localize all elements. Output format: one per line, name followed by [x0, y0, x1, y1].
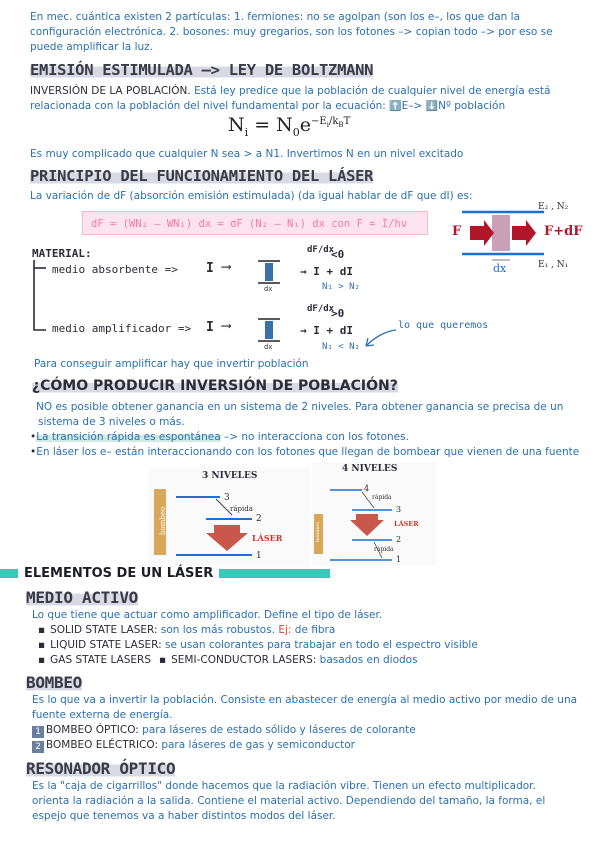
emision-note: Es muy complicado que cualquier N sea > a N1. Invertimos N en un nivel excitado [30, 148, 464, 160]
three-level-diagram [148, 467, 310, 567]
emision-text: Está ley predice que la población de cualquier nivel de energía está [190, 85, 551, 97]
section-title-elementos: ELEMENTOS DE UN LÁSER [18, 566, 219, 581]
inversion-paragraph: NO es posible obtener ganancia en un sistema de 2 niveles. Para obtener ganancia se precisa de un sistema de 3 niveles o más. •La transición rápida es espontánea –> no interacciona con los fotones. •En láser los e– están interaccionando con los fotones que llegan de bombear que vienen de una fuente [30, 401, 580, 458]
level-number: 2 [256, 514, 262, 524]
highlighted-fact: La transición rápida es espontánea [36, 431, 221, 443]
laser-label: LÁSER [252, 533, 283, 543]
boltzmann-equation: $N_i = N_0e^{-E_i/k_BT}$ [228, 114, 351, 139]
laser-label: LÁSER [394, 520, 419, 528]
population-condition: N₁ > N₂ [322, 282, 360, 292]
intensity-in-label: I [206, 261, 214, 276]
material-label: MATERIAL: [32, 247, 92, 260]
intensity-out-label: → I + dI [300, 324, 353, 337]
emision-paragraph [30, 84, 595, 114]
up-arrow-icon: ⬆️ [389, 101, 402, 112]
subsection-title-medio: MEDIO ACTIVO [26, 588, 138, 607]
intro-paragraph [30, 10, 590, 55]
fast-transition-label: rápida [372, 494, 392, 501]
df-dx-label: dF/dx [307, 304, 335, 314]
df-equation-box: dF = (WN₂ – WN₁) dx = σF (N₂ – N₁) dx con F = I/hν [82, 211, 428, 235]
emision-term: INVERSIÓN DE LA POBLACIÓN. [30, 85, 191, 97]
principio-conclusion: Para conseguir amplificar hay que invertir población [34, 358, 309, 370]
diagram-title: 4 NIVELES [342, 464, 398, 474]
emision-text: Nº población [438, 100, 506, 112]
emision-text: E–> [401, 100, 426, 112]
intensity-out-label: → I + dI [300, 265, 353, 278]
amplifier-medium-label: medio amplificador => [52, 322, 192, 335]
section-title-emision [30, 61, 373, 79]
emision-text: relacionada con la población del nivel fundamental por la ecuación: [30, 100, 390, 112]
section-title-inversion [32, 378, 398, 394]
bombeo-content: Es lo que va a invertir la población. Consiste en abastecer de energía al medio activo por medio de una fuente externa de energía. 1 BOMBEO ÓPTICO: para láseres de estado sólido y láseres de colorante 2 BOMBEO ELÉCTRICO: para láseres de gas y semiconductor [32, 694, 578, 752]
subsection-title-resonador: RESONADOR ÓPTICO [26, 759, 176, 778]
arrow-icon: ⟶ [222, 318, 231, 334]
number-badge: 1 [32, 726, 44, 738]
intro-line: puede amplificar la luz. [30, 41, 153, 53]
dx-small-label: dx [264, 285, 273, 293]
df-sign-label: >0 [331, 307, 345, 320]
down-arrow-icon: ⬇️ [425, 101, 439, 112]
medio-activo-content: Lo que tiene que actuar como amplificador. Define el tipo de láser. ▪ SOLID STATE LASER: son los más robustos. Ej: de fibra ▪ LIQUID STATE LASER: se usan colorantes para trabajar en todo el espectro visible ▪ GAS STATE LASERS▪ SEMI-CONDUCTOR LASERS: basados en diodos [32, 608, 592, 668]
pump-label: bombeo [315, 522, 321, 543]
section-title-principio [30, 167, 373, 185]
pointer-arrow-icon [360, 326, 400, 352]
level-number: 1 [256, 551, 262, 561]
section-title-text: EMISIÓN ESTIMULADA –> LEY DE BOLTZMANN [30, 61, 374, 79]
fast-transition-label: rápida [374, 546, 394, 553]
arrow-icon: ⟶ [222, 259, 231, 275]
intro-line: configuración electrónica. 2. bosones: muy gregarios, son los fotones –> copian todo –> por eso se [30, 26, 553, 38]
intensity-in-label: I [206, 320, 214, 335]
flux-out-label: F+dF [544, 224, 583, 239]
df-sign-label: <0 [331, 248, 345, 261]
lower-level-label: E₁ , N₁ [538, 260, 569, 270]
level-number: 1 [396, 555, 402, 564]
level-number: 3 [396, 505, 402, 514]
diagram-title: 3 NIVELES [202, 471, 258, 481]
section-title-text: ¿CÓMO PRODUCIR INVERSIÓN DE POBLACIÓN? [32, 378, 398, 394]
absorbent-medium-label: medio absorbente => [52, 263, 178, 276]
number-badge: 2 [32, 741, 44, 753]
df-dx-label: dF/dx [307, 245, 335, 255]
pump-label: bombeo [159, 506, 167, 535]
section-title-text: PRINCIPIO DEL FUNCIONAMIENTO DEL LÁSER [30, 167, 374, 185]
dx-small-label: dx [264, 343, 273, 351]
resonador-content: Es la "caja de cigarrillos" donde hacemos que la radiación vibre. Tienen un efecto multiplicador. orienta la radiación a la salida. Contiene el material activo. Dependiendo del tamaño, la forma, el espejo que tenemos va a haber distintos modos del láser. [32, 780, 546, 822]
slab-icon [256, 258, 282, 288]
level-number: 3 [224, 493, 230, 503]
principio-text: La variación de dF (absorción emisión estimulada) (da igual hablar de dF que dI) es: [30, 190, 473, 202]
level-number: 2 [396, 535, 402, 544]
four-level-diagram [312, 462, 436, 566]
slab-icon [256, 316, 282, 346]
upper-level-label: E₂ , N₂ [538, 202, 569, 212]
fast-transition-label: rápida [230, 505, 253, 513]
intro-line: En mec. cuántica existen 2 partículas: 1. fermiones: no se agolpan (son los e–, los que dan la [30, 11, 521, 23]
level-number: 4 [364, 484, 370, 493]
flux-in-label: F [452, 224, 462, 239]
subsection-title-bombeo: BOMBEO [26, 673, 82, 692]
population-condition: N₁ < N₂ [322, 342, 360, 352]
dx-label: dx [493, 262, 507, 275]
desired-note: lo que queremos [398, 320, 489, 331]
